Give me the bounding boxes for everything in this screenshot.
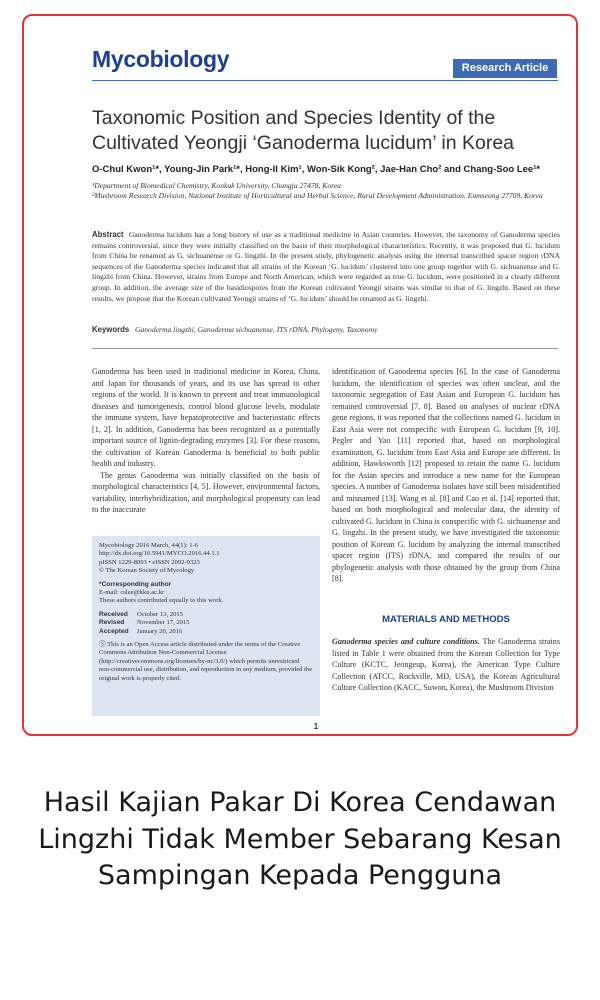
revised-row [99,619,313,627]
paper-page [66,44,566,736]
paper-authors: O-Chul Kwon¹*, Young-Jin Park¹*, Hong-Il Kim¹, Won-Sik Kong², Jae-Han Cho² and Chang-Soo Lee¹* [92,164,541,175]
right-column [332,366,560,585]
section-heading: MATERIALS AND METHODS [382,614,510,625]
keywords-label: Keywords [92,325,130,334]
journal-name: Mycobiology [92,46,230,72]
author-email[interactable]: E-mail: cslee@kku.ac.kr [99,589,165,597]
license-text [99,641,313,683]
header-rule [92,80,558,81]
accepted-date: January 20, 2016 [137,627,183,635]
article-type-badge: Research Article [453,59,557,78]
intro-paragraph-2: The genus Ganoderma was initially classified on the basis of morphological characteristics [4, 5]. However, environmental factors, variability, interhybridization, and morphological propensity can lead to the inaccurate [92,470,320,514]
left-column [92,366,320,516]
revised-date: November 17, 2015 [137,619,190,627]
accepted-label: Accepted [99,627,129,635]
revised-label: Revised [99,619,125,627]
keywords-text: Ganoderma lingzhi, Ganoderma sichuanense, ITS rDNA, Phylogeny, Taxonomy [134,325,378,334]
abstract-label: Abstract [92,230,124,239]
affiliations [92,181,560,200]
corresponding-author-label: *Corresponding author [99,580,172,588]
doi-link[interactable]: http://dx.doi.org/10.5941/MYCO.2016.44.1.1 [99,550,220,558]
keywords-rule [92,348,558,349]
subsection-label: Ganoderma species and culture conditions. [332,637,480,646]
abstract [92,230,560,304]
paper-title: Taxonomic Position and Species Identity of the Cultivated Yeongji ‘Ganoderma lucidum’ in Korea [92,107,515,154]
affiliation-1: ¹Department of Biomedical Chemistry, Konkuk University, Chungju 27478, Korea [92,181,341,190]
methods-text: The Ganoderma strains listed in Table 1 were obtained from the Korean Collection for Type Culture (KCTC, Jeongeup, Korea), the American Type Culture Collection (ATCC, Rockville, MD, USA), the Korean Agricultural Culture Collection (KACC, Suwon, Korea), the Mushroom Division [332,637,561,692]
article-info-box [92,536,320,716]
abstract-text: Ganoderma lucidum has a long history of use as a traditional medicine in Asian countries. However, the taxonomy of Ganoderma species remains controversial, since they were initially classified on the basis of their morphological characteristics. Recently, it was proposed that G. lucidum from China be renamed as G. sichuanense or G. lingzhi. In the present study, phylogenetic analysis using the internal transcribed spacer region rDNA sequences of the Ganoderma species indicated that all strains of the Korean ‘G. lucidum’ clustered into one group together with G. sichuanense and G. lingzhi from China. However, strains from Europe and North American, which were regarded as true G. lucidum, were positioned in a clearly different group. In addition, the average size of the basidiospores from the Korean cultivated Yeongji strains was similar to that of G. lingzhi. Based on these results, we propose that the Korean cultivated Yeongji strains of ‘G. lucidum’ should be renamed as G. lingzhi. [92,230,561,303]
received-label: Received [99,610,128,618]
equal-contribution-note: These authors contributed equally to this work. [99,597,224,605]
copyright: © The Korean Society of Mycology [99,567,195,575]
methods-paragraph [332,636,560,694]
article-caption[interactable]: Hasil Kajian Pakar Di Korea Cendawan Lingzhi Tidak Member Sebarang Kesan Sampingan Kepada Pengguna [38,787,562,891]
keywords [92,325,560,334]
affiliation-2: ²Mushroom Research Division, National Institute of Horticultural and Herbal Science, Rural Development Administration, Eumseong 27709, Korea [92,190,543,200]
article-card[interactable] [22,14,578,736]
citation: Mycobiology 2016 March, 44(1): 1-6 [99,542,199,549]
right-paragraph-1: identification of Ganoderma species [6]. In the case of Ganoderma lucidum, the identification of species was often unclear, and the taxonomic segregation of East Asian and European G. lucidum has remained controversial [7, 8]. Based on analyses of nuclear rDNA gene regions, it was reported that the collections named G. lucidum in East Asia were not conspecific with European G. lucidum [9, 10]. Pegler and Yao [11] reported that, based on morphological examination, G. lucidum from East Asia and Europe are different. In addition, Hawksworth [12] proposed to retain the name G. lucidum for the Asian species and introduce a new name for the European species. A number of Ganoderma isolates have still been misidentified and misnamed [13]. Wang et al. [8] and Cao et al. [14] reported that, based on both morphological and molecular data, the identity of cultivated G. lucidum in China is conspecific with G. sichuanense and G. lingzhi. In the present study, we have investigated the taxonomic position of Korean G. lucidum by analyzing the internal transcribed spacer region (ITS) rDNA, and compared the results of our phylogenetic analysis with those obtained by the group from China [8]. [332,367,560,583]
accepted-row [99,628,313,636]
intro-paragraph-1: Ganoderma has been used in traditional medicine in Korea, China, and Japan for thousands of years, and its use has spread to other regions of the world. It is known to prevent and treat immunological diseases and tumorigenesis, control blood glucose levels, modulate the immune system, have hepatoprotective and bacteriostatic effects [1, 2]. In addition, Ganoderma has been recognized as a potentially important source of lignin-degrading enzymes [3]. For these reasons, the cultivation of Korean Ganoderma is beneficial to both public health and industry. [92,367,320,468]
received-row [99,611,313,619]
license-statement: This is an Open Access article distributed under the terms of the Creative Commons Attribution Non-Commercial License (http://creativecommons.org/licenses/by-nc/3.0/) which permits unrestricted non-commercial use, distribution, and reproduction in any medium, provided the original work is properly cited. [99,641,313,682]
received-date: October 13, 2015 [137,610,183,618]
issn: pISSN 1229-8093 • eISSN 2092-9323 [99,558,200,566]
open-access-icon: Ⓢ [99,641,106,649]
page-number: 1 [313,722,319,731]
